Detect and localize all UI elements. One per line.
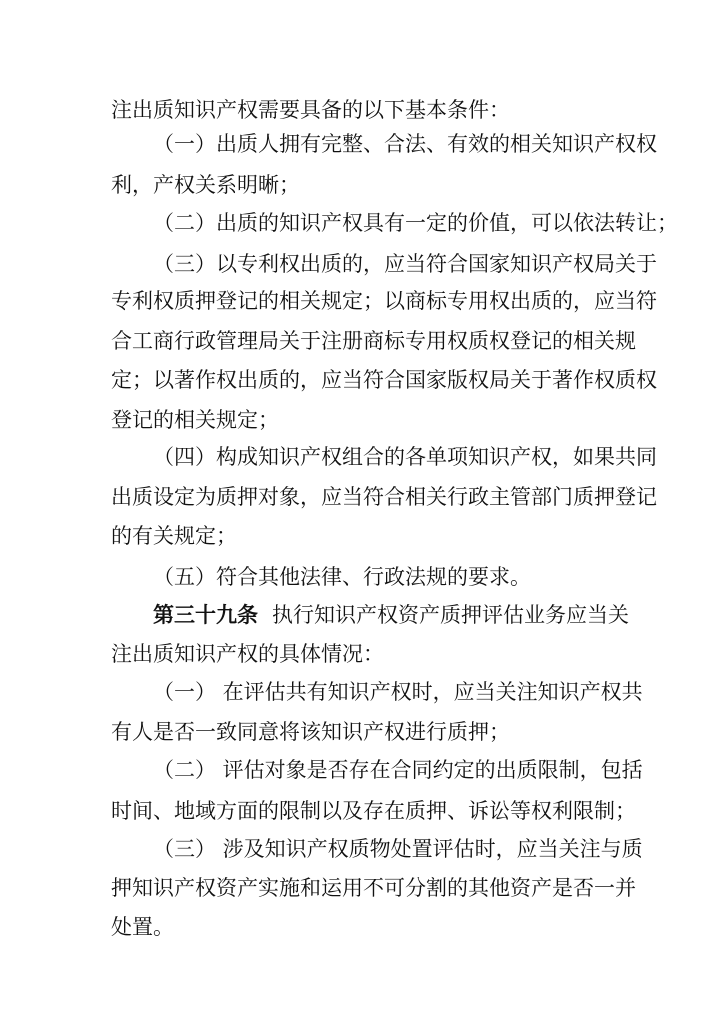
text-line: 有人是否一致同意将该知识产权进行质押； [111,720,510,744]
text-line: 合工商行政管理局关于注册商标专用权质权登记的相关规 [111,329,636,353]
article-text: 执行知识产权资产质押评估业务应当关 [272,603,629,627]
text-line: 注出质知识产权的具体情况： [111,642,384,666]
text-line: 注出质知识产权需要具备的以下基本条件： [111,98,510,122]
text-line: （二） 评估对象是否存在合同约定的出质限制，包括 [153,758,643,782]
text-line: （一） 在评估共有知识产权时，应当关注知识产权共 [153,680,643,704]
article-line [153,603,629,627]
text-line: （二）出质的知识产权具有一定的价值，可以依法转让； [153,211,678,235]
text-line: （四）构成知识产权组合的各单项知识产权，如果共同 [153,445,657,469]
text-line: 押知识产权资产实施和运用不可分割的其他资产是否一并 [111,876,636,900]
text-line: 处置。 [111,915,174,939]
text-line: 定；以著作权出质的，应当符合国家版权局关于著作权质权 [111,368,657,392]
text-line: （一）出质人拥有完整、合法、有效的相关知识产权权 [153,132,657,156]
text-line: 时间、地域方面的限制以及存在质押、诉讼等权利限制； [111,799,636,823]
text-line: 专利权质押登记的相关规定；以商标专用权出质的，应当符 [111,289,657,313]
text-line: 利，产权关系明晰； [111,173,300,197]
text-line: （三）以专利权出质的，应当符合国家知识产权局关于 [153,252,657,276]
text-line: （三） 涉及知识产权质物处置评估时，应当关注与质 [153,837,643,861]
text-line: 登记的相关规定； [111,408,279,432]
text-line: 出质设定为质押对象，应当符合相关行政主管部门质押登记 [111,485,657,509]
text-line: （五）符合其他法律、行政法规的要求。 [153,565,531,589]
article-heading: 第三十九条 [153,602,258,627]
text-line: 的有关规定； [111,524,237,548]
